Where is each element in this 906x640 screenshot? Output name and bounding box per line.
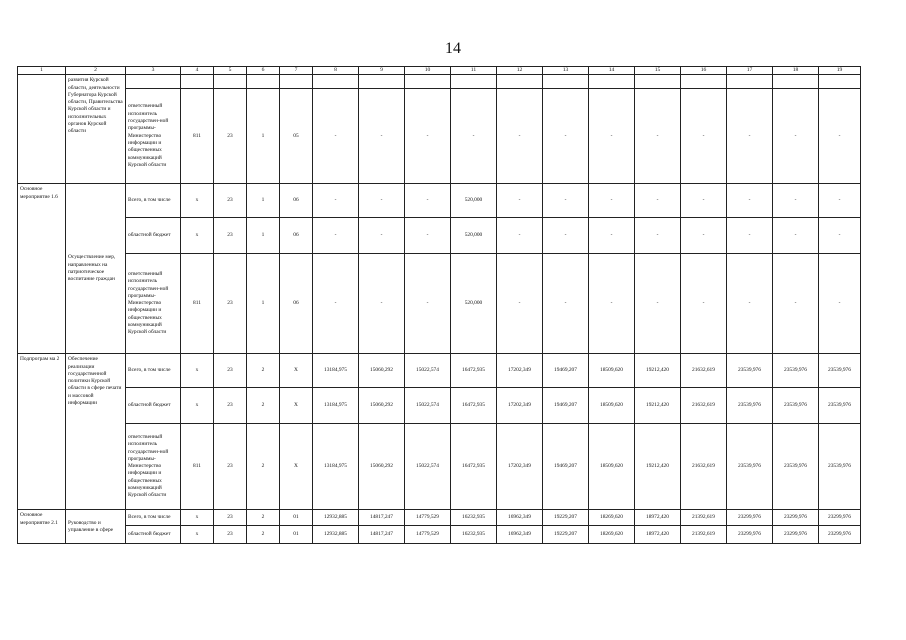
- table-cell: [773, 75, 819, 89]
- table-cell: х: [181, 526, 214, 544]
- table-cell: 14779,529: [405, 510, 451, 526]
- table-cell: 811: [181, 254, 214, 354]
- table-cell: 15022,574: [405, 388, 451, 424]
- table-cell: 14817,247: [359, 526, 405, 544]
- table-cell: 19469,207: [543, 354, 589, 388]
- table-cell: 19212,420: [635, 354, 681, 388]
- table-cell: ответственный исполнитель государствен-ной программы-Министерство информации и общественных коммуникаций Курской области: [126, 254, 181, 354]
- table-cell: Руководство и управление в сфере: [66, 510, 126, 544]
- table-cell: -: [543, 254, 589, 354]
- table-cell: 17202,349: [497, 388, 543, 424]
- table-cell: 9: [359, 67, 405, 75]
- table-cell: -: [681, 184, 727, 218]
- table-cell: 23299,976: [727, 510, 773, 526]
- table-cell: 13: [543, 67, 589, 75]
- table-cell: 1: [247, 218, 280, 254]
- table-cell: -: [589, 218, 635, 254]
- table-cell: Подпрограм ма 2: [18, 354, 66, 510]
- table-cell: -: [543, 184, 589, 218]
- table-cell: -: [543, 89, 589, 184]
- table-cell: 18509,620: [589, 388, 635, 424]
- table-row: [18, 424, 861, 510]
- page-number: 14: [445, 40, 461, 57]
- table-cell: 12932,885: [313, 510, 359, 526]
- table-cell: 23: [214, 218, 247, 254]
- table-cell: Всего, в том числе: [126, 510, 181, 526]
- table-cell: [405, 75, 451, 89]
- table-cell: 15060,292: [359, 354, 405, 388]
- table-cell: 23: [214, 526, 247, 544]
- table-cell: [359, 75, 405, 89]
- table-cell: -: [635, 218, 681, 254]
- table-cell: 06: [280, 184, 313, 218]
- table-cell: -: [589, 184, 635, 218]
- table-cell: 16232,935: [451, 526, 497, 544]
- table-cell: Всего, в том числе: [126, 184, 181, 218]
- table-cell: -: [405, 218, 451, 254]
- table-cell: 16232,935: [451, 510, 497, 526]
- table-cell: -: [451, 89, 497, 184]
- table-cell: -: [359, 89, 405, 184]
- table-cell: 18269,620: [589, 510, 635, 526]
- table-cell: 15060,292: [359, 388, 405, 424]
- table-cell: 16472,935: [451, 354, 497, 388]
- table-cell: 23299,976: [773, 526, 819, 544]
- table-cell: 23539,976: [773, 388, 819, 424]
- table-cell: 18509,620: [589, 424, 635, 510]
- table-cell: -: [359, 218, 405, 254]
- table-cell: -: [773, 254, 819, 354]
- table-cell: 06: [280, 218, 313, 254]
- table-cell: 811: [181, 89, 214, 184]
- table-cell: х: [181, 388, 214, 424]
- table-cell: х: [181, 218, 214, 254]
- table-cell: 520,000: [451, 254, 497, 354]
- table-cell: -: [359, 184, 405, 218]
- table-cell: Х: [280, 354, 313, 388]
- table-cell: [727, 75, 773, 89]
- table-row: [18, 75, 861, 89]
- table-row: [18, 67, 861, 75]
- table-cell: -: [313, 89, 359, 184]
- table-cell: 19229,207: [543, 510, 589, 526]
- table-cell: [280, 75, 313, 89]
- table-row: [18, 354, 861, 388]
- table-cell: -: [681, 254, 727, 354]
- table-cell: 17202,349: [497, 354, 543, 388]
- table-cell: -: [589, 89, 635, 184]
- table-cell: х: [181, 354, 214, 388]
- table-cell: -: [635, 89, 681, 184]
- table-cell: 14817,247: [359, 510, 405, 526]
- table-cell: Основное мероприятие 2.1: [18, 510, 66, 544]
- table-cell: областной бюджет: [126, 526, 181, 544]
- table-cell: 811: [181, 424, 214, 510]
- table-cell: 3: [126, 67, 181, 75]
- table-cell: 2: [247, 354, 280, 388]
- table-cell: -: [819, 218, 861, 254]
- table-cell: х: [181, 184, 214, 218]
- table-body: [18, 67, 861, 544]
- table-cell: 01: [280, 510, 313, 526]
- table-cell: Х: [280, 424, 313, 510]
- table-cell: 520,000: [451, 218, 497, 254]
- table-row: [18, 526, 861, 544]
- table-cell: 23299,976: [819, 526, 861, 544]
- table-cell: 15022,574: [405, 424, 451, 510]
- table-cell: 23: [214, 510, 247, 526]
- table-cell: 23: [214, 354, 247, 388]
- table-cell: -: [497, 218, 543, 254]
- table-cell: 23539,976: [773, 424, 819, 510]
- table-cell: развития Курской области, деятельности Губернатора Курской области, Правительства Курской области и исполнительных органов Курской области: [66, 75, 126, 184]
- table-cell: областной бюджет: [126, 388, 181, 424]
- table-cell: 23299,976: [727, 526, 773, 544]
- table-cell: 23539,976: [819, 388, 861, 424]
- table-cell: 01: [280, 526, 313, 544]
- table-cell: 13184,975: [313, 354, 359, 388]
- table-cell: 1: [247, 254, 280, 354]
- table-cell: 23539,976: [819, 354, 861, 388]
- table-cell: [313, 75, 359, 89]
- table-cell: 19469,207: [543, 388, 589, 424]
- table-cell: 21632,619: [681, 424, 727, 510]
- table-cell: -: [635, 254, 681, 354]
- table-cell: 17202,349: [497, 424, 543, 510]
- table-cell: -: [497, 89, 543, 184]
- table-cell: Х: [280, 388, 313, 424]
- table-cell: 16962,349: [497, 526, 543, 544]
- table-cell: -: [773, 89, 819, 184]
- table-cell: [247, 75, 280, 89]
- table-cell: ответственный исполнитель государствен-ной программы-Министерство информации и общественных коммуникаций Курской области: [126, 89, 181, 184]
- table-cell: 15: [635, 67, 681, 75]
- table-cell: 05: [280, 89, 313, 184]
- table-cell: -: [497, 184, 543, 218]
- table-cell: 18972,420: [635, 510, 681, 526]
- table-row: [18, 218, 861, 254]
- table-cell: 15022,574: [405, 354, 451, 388]
- table-cell: -: [773, 218, 819, 254]
- table-cell: -: [727, 89, 773, 184]
- table-cell: 14: [589, 67, 635, 75]
- table-cell: 19212,420: [635, 424, 681, 510]
- table-cell: 12932,885: [313, 526, 359, 544]
- table-cell: 19: [819, 67, 861, 75]
- table-cell: -: [727, 254, 773, 354]
- table-row: [18, 510, 861, 526]
- table-cell: 21392,619: [681, 510, 727, 526]
- table-cell: 520,000: [451, 184, 497, 218]
- table-cell: 23539,976: [773, 354, 819, 388]
- table-cell: 13184,975: [313, 424, 359, 510]
- table-cell: 12: [497, 67, 543, 75]
- table-cell: 18: [773, 67, 819, 75]
- table-cell: -: [681, 89, 727, 184]
- table-cell: х: [181, 510, 214, 526]
- table-cell: [819, 75, 861, 89]
- table-cell: 14779,529: [405, 526, 451, 544]
- table-cell: [181, 75, 214, 89]
- table-cell: [681, 75, 727, 89]
- table-cell: 18972,420: [635, 526, 681, 544]
- table-cell: Всего, в том числе: [126, 354, 181, 388]
- table-cell: -: [681, 218, 727, 254]
- table-row: [18, 184, 861, 218]
- table-cell: [451, 75, 497, 89]
- table-cell: 7: [280, 67, 313, 75]
- table-cell: [543, 75, 589, 89]
- table-cell: -: [405, 89, 451, 184]
- table-row: [18, 254, 861, 354]
- table-cell: 23: [214, 254, 247, 354]
- table-cell: 23539,976: [727, 388, 773, 424]
- table-cell: 19229,207: [543, 526, 589, 544]
- table-row: [18, 89, 861, 184]
- table-cell: -: [405, 254, 451, 354]
- table-cell: 16472,935: [451, 424, 497, 510]
- table-cell: областной бюджет: [126, 218, 181, 254]
- table-cell: 06: [280, 254, 313, 354]
- table-cell: -: [313, 184, 359, 218]
- table-cell: 4: [181, 67, 214, 75]
- table-cell: 19469,207: [543, 424, 589, 510]
- table-cell: 21392,619: [681, 526, 727, 544]
- table-cell: 16: [681, 67, 727, 75]
- table-cell: -: [359, 254, 405, 354]
- table-row: [18, 388, 861, 424]
- table-cell: 11: [451, 67, 497, 75]
- table-cell: 15060,292: [359, 424, 405, 510]
- table-cell: Осуществление мер, направленных на патриотическое воспитание граждан: [66, 184, 126, 354]
- table-cell: -: [727, 184, 773, 218]
- table-cell: 23: [214, 388, 247, 424]
- table-cell: 23299,976: [819, 510, 861, 526]
- table-cell: 18269,620: [589, 526, 635, 544]
- table-cell: -: [773, 184, 819, 218]
- table-cell: 21632,619: [681, 388, 727, 424]
- table-cell: -: [313, 218, 359, 254]
- table-cell: 2: [66, 67, 126, 75]
- table-cell: -: [589, 254, 635, 354]
- table-cell: -: [819, 89, 861, 184]
- table-cell: -: [497, 254, 543, 354]
- table-cell: 23299,976: [773, 510, 819, 526]
- table-cell: 13184,975: [313, 388, 359, 424]
- table-cell: 18509,620: [589, 354, 635, 388]
- table-cell: 1: [247, 89, 280, 184]
- table-cell: 1: [18, 67, 66, 75]
- table-cell: 2: [247, 510, 280, 526]
- table-cell: [497, 75, 543, 89]
- table-cell: [214, 75, 247, 89]
- table-cell: 23539,976: [727, 354, 773, 388]
- table-cell: 23: [214, 89, 247, 184]
- table-cell: 6: [247, 67, 280, 75]
- table-cell: 19212,420: [635, 388, 681, 424]
- table-cell: 16472,935: [451, 388, 497, 424]
- table-cell: Основное мероприятие 1.6: [18, 184, 66, 354]
- table-cell: -: [727, 218, 773, 254]
- table-cell: 2: [247, 526, 280, 544]
- table-cell: 2: [247, 388, 280, 424]
- table-cell: [589, 75, 635, 89]
- table-cell: 21632,619: [681, 354, 727, 388]
- table-cell: [18, 75, 66, 184]
- table-cell: 1: [247, 184, 280, 218]
- table-cell: Обеспечение реализации государственной политики Курской области в сфере печати и массовой информации: [66, 354, 126, 510]
- table-cell: -: [635, 184, 681, 218]
- table-cell: ответственный исполнитель государствен-ной программы-Министерство информации и общественных коммуникаций Курской области: [126, 424, 181, 510]
- table-cell: 2: [247, 424, 280, 510]
- table-cell: 23539,976: [727, 424, 773, 510]
- table-cell: 17: [727, 67, 773, 75]
- table-cell: -: [543, 218, 589, 254]
- table-cell: -: [819, 254, 861, 354]
- budget-table: [17, 66, 861, 544]
- table-cell: [126, 75, 181, 89]
- table-cell: 23539,976: [819, 424, 861, 510]
- table-cell: -: [313, 254, 359, 354]
- table-cell: [635, 75, 681, 89]
- table-cell: 5: [214, 67, 247, 75]
- table-cell: 16962,349: [497, 510, 543, 526]
- table-cell: -: [405, 184, 451, 218]
- budget-table-sheet: [17, 66, 861, 544]
- table-cell: -: [819, 184, 861, 218]
- table-cell: 23: [214, 424, 247, 510]
- table-cell: 8: [313, 67, 359, 75]
- table-cell: 10: [405, 67, 451, 75]
- table-cell: 23: [214, 184, 247, 218]
